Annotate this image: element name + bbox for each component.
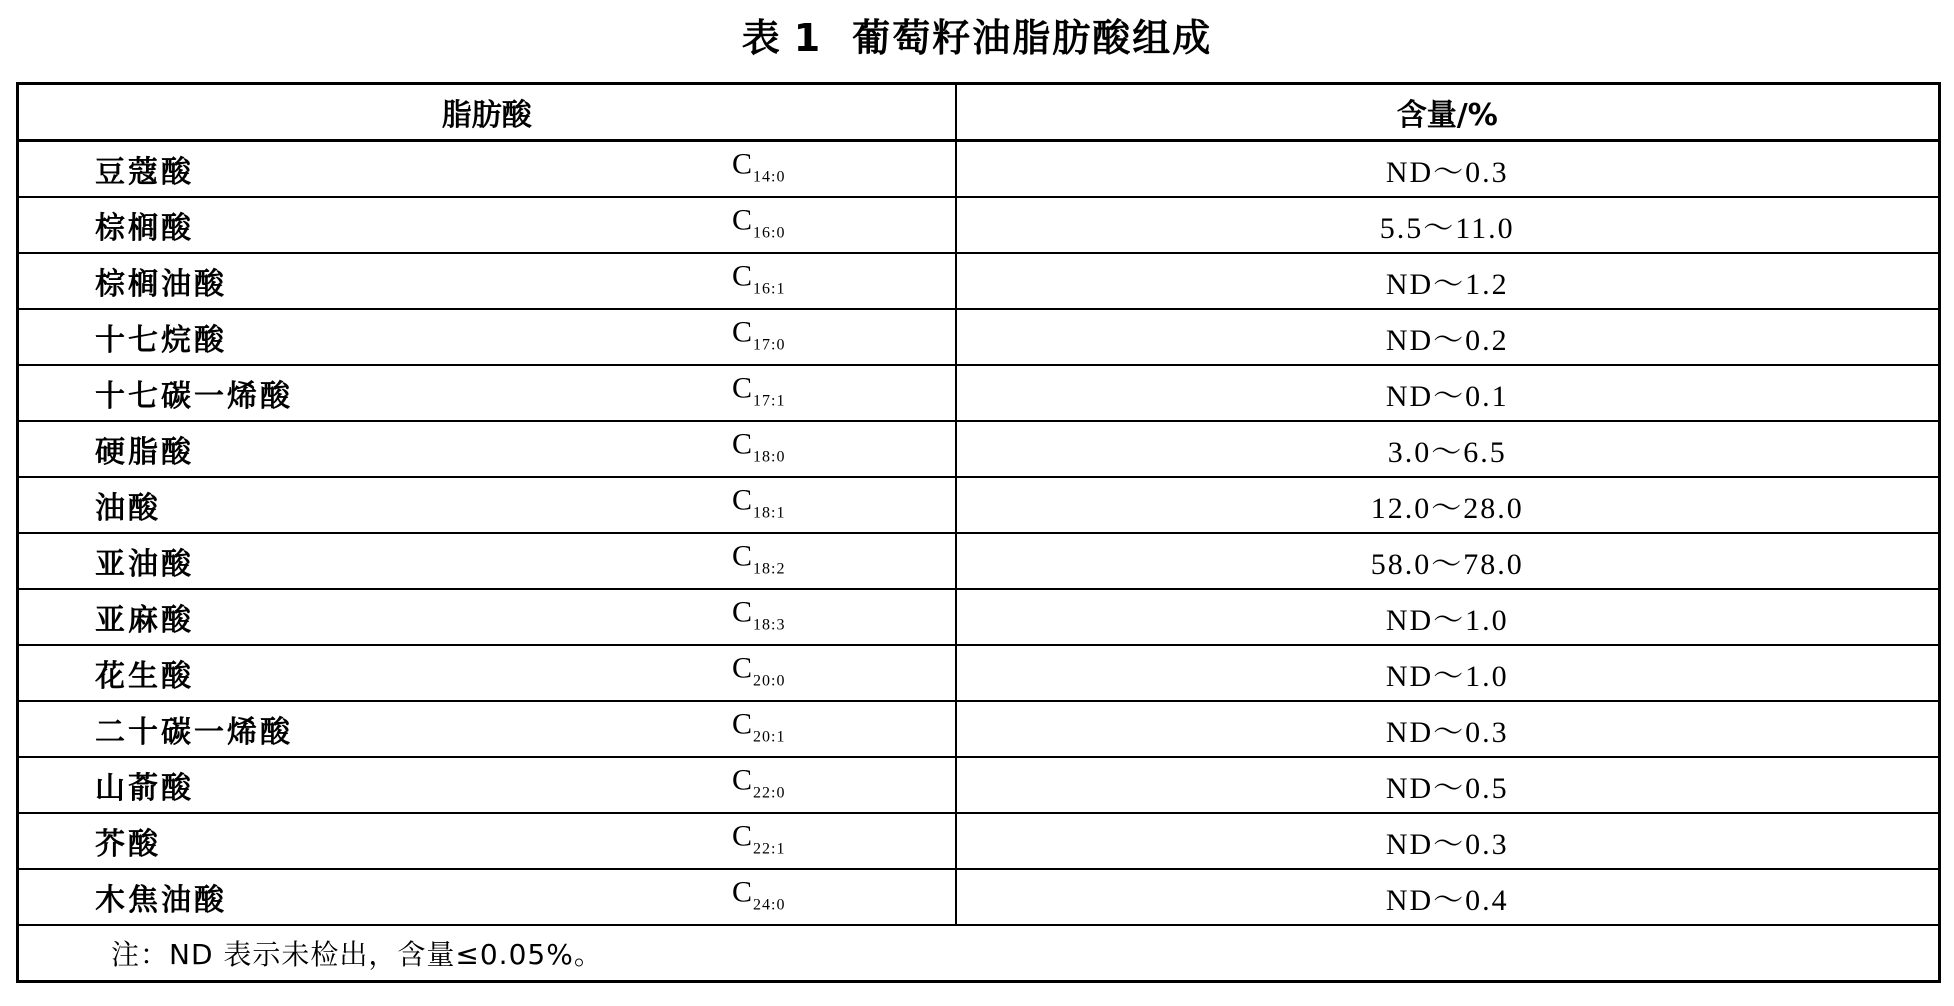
fatty-acid-formula	[732, 540, 785, 579]
table-row	[18, 365, 1940, 421]
fatty-acid-formula	[732, 260, 785, 299]
fatty-acid-formula	[732, 596, 785, 635]
formula-subscript: 20:0	[753, 672, 786, 690]
fatty-acid-formula	[732, 148, 785, 187]
table-header-row	[18, 84, 1940, 141]
formula-subscript: 17:0	[753, 336, 786, 354]
fatty-acid-name: 山萮酸	[95, 771, 194, 806]
fatty-acid-cell	[18, 701, 956, 757]
fatty-acid-name: 十七烷酸	[95, 323, 227, 358]
table-row	[18, 701, 1940, 757]
formula-base: C	[732, 763, 753, 797]
fatty-acid-cell	[18, 477, 956, 533]
fatty-acid-cell	[18, 253, 956, 309]
fatty-acid-cell	[18, 421, 956, 477]
fatty-acid-name: 木焦油酸	[95, 883, 227, 918]
content-cell: ND～0.3	[956, 813, 1940, 869]
note-row	[18, 925, 1940, 982]
fatty-acid-cell	[18, 533, 956, 589]
content-cell: ND～0.5	[956, 757, 1940, 813]
formula-subscript: 18:3	[753, 616, 786, 634]
table-title-number: 1	[793, 16, 823, 60]
fatty-acid-formula	[732, 316, 785, 355]
table-row	[18, 309, 1940, 365]
fatty-acid-cell	[18, 869, 956, 925]
formula-subscript: 22:0	[753, 784, 786, 802]
formula-subscript: 24:0	[753, 896, 786, 914]
fatty-acid-formula	[732, 372, 785, 411]
fatty-acid-formula	[732, 484, 785, 523]
formula-subscript: 18:1	[753, 504, 786, 522]
formula-base: C	[732, 819, 753, 853]
formula-base: C	[732, 315, 753, 349]
content-cell: ND～0.3	[956, 701, 1940, 757]
fatty-acid-name: 亚麻酸	[95, 603, 194, 638]
formula-subscript: 16:1	[753, 280, 786, 298]
fatty-acid-name: 花生酸	[95, 659, 194, 694]
content-cell: 3.0～6.5	[956, 421, 1940, 477]
table-row	[18, 757, 1940, 813]
fatty-acid-formula	[732, 708, 785, 747]
formula-base: C	[732, 371, 753, 405]
header-fatty-acid: 脂肪酸	[18, 84, 956, 141]
content-cell: ND～0.3	[956, 141, 1940, 198]
fatty-acid-formula	[732, 204, 785, 243]
fatty-acid-formula	[732, 764, 785, 803]
fatty-acid-name: 油酸	[95, 491, 161, 526]
header-content: 含量/%	[956, 84, 1940, 141]
fatty-acid-cell	[18, 141, 956, 198]
fatty-acid-table	[16, 82, 1941, 983]
formula-base: C	[732, 875, 753, 909]
formula-subscript: 18:2	[753, 560, 786, 578]
content-cell: ND～0.2	[956, 309, 1940, 365]
formula-subscript: 18:0	[753, 448, 786, 466]
fatty-acid-cell	[18, 309, 956, 365]
content-cell: ND～1.2	[956, 253, 1940, 309]
table-row	[18, 589, 1940, 645]
table-note: 注：ND 表示未检出，含量≤0.05%。	[18, 925, 1940, 982]
fatty-acid-name: 豆蔻酸	[95, 155, 194, 190]
fatty-acid-name: 芥酸	[95, 827, 161, 862]
fatty-acid-formula	[732, 876, 785, 915]
formula-base: C	[732, 147, 753, 181]
formula-base: C	[732, 707, 753, 741]
fatty-acid-cell	[18, 197, 956, 253]
formula-subscript: 14:0	[753, 168, 786, 186]
formula-subscript: 20:1	[753, 728, 786, 746]
formula-subscript: 16:0	[753, 224, 786, 242]
fatty-acid-cell	[18, 757, 956, 813]
formula-subscript: 17:1	[753, 392, 786, 410]
table-row	[18, 533, 1940, 589]
formula-base: C	[732, 483, 753, 517]
content-cell: ND～1.0	[956, 589, 1940, 645]
table-row	[18, 813, 1940, 869]
table-row	[18, 421, 1940, 477]
content-cell: ND～0.1	[956, 365, 1940, 421]
fatty-acid-name: 硬脂酸	[95, 435, 194, 470]
content-cell: 12.0～28.0	[956, 477, 1940, 533]
table-row	[18, 253, 1940, 309]
content-cell: 58.0～78.0	[956, 533, 1940, 589]
fatty-acid-cell	[18, 365, 956, 421]
fatty-acid-formula	[732, 820, 785, 859]
formula-base: C	[732, 259, 753, 293]
table-title-prefix: 表	[741, 16, 782, 60]
table-title-text: 葡萄籽油脂肪酸组成	[852, 16, 1213, 60]
formula-base: C	[732, 539, 753, 573]
formula-subscript: 22:1	[753, 840, 786, 858]
formula-base: C	[732, 651, 753, 685]
fatty-acid-name: 十七碳一烯酸	[95, 379, 293, 414]
table-row	[18, 645, 1940, 701]
table-row	[18, 197, 1940, 253]
formula-base: C	[732, 203, 753, 237]
table-row	[18, 477, 1940, 533]
table-title	[0, 10, 1954, 66]
fatty-acid-formula	[732, 652, 785, 691]
content-cell: ND～1.0	[956, 645, 1940, 701]
formula-base: C	[732, 427, 753, 461]
formula-base: C	[732, 595, 753, 629]
fatty-acid-formula	[732, 428, 785, 467]
table-row	[18, 869, 1940, 925]
fatty-acid-name: 亚油酸	[95, 547, 194, 582]
table-row	[18, 141, 1940, 198]
fatty-acid-cell	[18, 589, 956, 645]
fatty-acid-cell	[18, 645, 956, 701]
fatty-acid-name: 棕榈油酸	[95, 267, 227, 302]
fatty-acid-cell	[18, 813, 956, 869]
fatty-acid-name: 棕榈酸	[95, 211, 194, 246]
content-cell: 5.5～11.0	[956, 197, 1940, 253]
content-cell: ND～0.4	[956, 869, 1940, 925]
fatty-acid-name: 二十碳一烯酸	[95, 715, 293, 750]
